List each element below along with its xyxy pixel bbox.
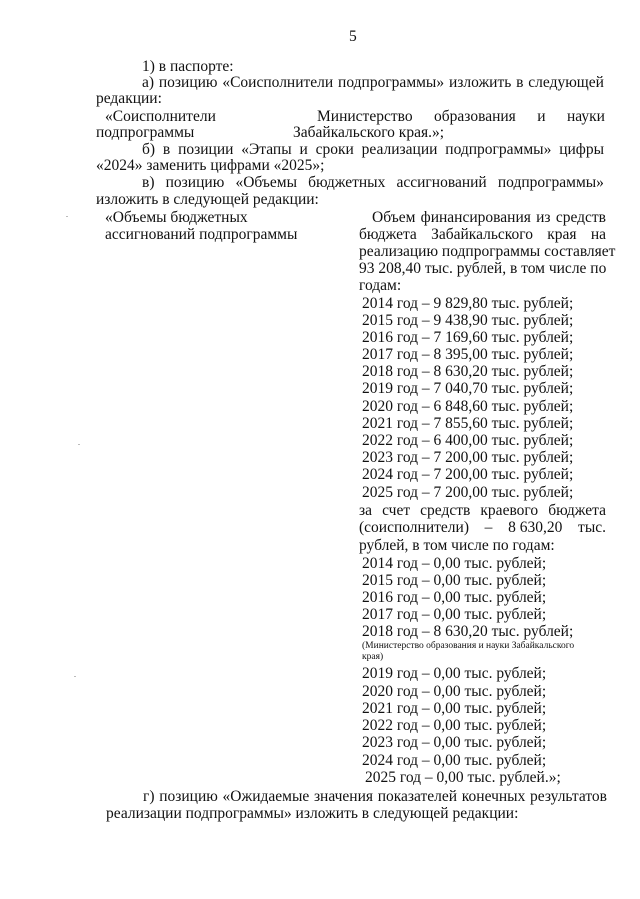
left-column-line: «Объемы бюджетных	[105, 209, 248, 226]
year-line: 2020 год – 6 848,60 тыс. рублей;	[362, 398, 574, 415]
right-column-line: за счет средств краевого бюджета	[359, 502, 606, 519]
right-column-line: Объем финансирования из средств	[372, 209, 606, 226]
right-column-line: годам:	[359, 277, 402, 294]
paragraph-line: «Соисполнители	[105, 108, 216, 125]
year-line: 2017 год – 8 395,00 тыс. рублей;	[362, 346, 574, 363]
paragraph-line: изложить в следующей редакции:	[96, 191, 319, 208]
year-line: 2018 год – 8 630,20 тыс. рублей;	[362, 363, 574, 380]
year-line: 2016 год – 7 169,60 тыс. рублей;	[362, 329, 574, 346]
scan-speck	[74, 676, 76, 677]
year-line: 2024 год – 0,00 тыс. рублей;	[362, 752, 547, 769]
year-line: 2020 год – 0,00 тыс. рублей;	[362, 683, 547, 700]
footnote-line: (Министерство образования и науки Забайкальского	[362, 641, 575, 651]
year-line: 2025 год – 7 200,00 тыс. рублей;	[362, 484, 574, 501]
right-column-line: рублей, в том числе по годам:	[359, 537, 555, 554]
year-line: 2015 год – 9 438,90 тыс. рублей;	[362, 312, 574, 329]
footnote-line: края)	[362, 652, 384, 662]
right-column-line: бюджета Забайкальского края на	[359, 226, 606, 243]
year-line: 2021 год – 0,00 тыс. рублей;	[362, 700, 547, 717]
paragraph-line: редакции:	[96, 90, 162, 107]
scan-speck	[78, 444, 80, 445]
paragraph-line: г) позицию «Ожидаемые значения показателей конечных результатов	[143, 788, 607, 805]
paragraph-line: подпрограммы	[96, 124, 195, 141]
year-line: 2025 год – 0,00 тыс. рублей.»;	[365, 769, 561, 786]
year-line: 2021 год – 7 855,60 тыс. рублей;	[362, 415, 574, 432]
year-line: 2014 год – 0,00 тыс. рублей;	[362, 555, 547, 572]
paragraph-line: Министерство образования и науки	[317, 108, 605, 125]
year-line: 2022 год – 6 400,00 тыс. рублей;	[362, 432, 574, 449]
year-line: 2019 год – 7 040,70 тыс. рублей;	[362, 380, 574, 397]
year-line: 2024 год – 7 200,00 тыс. рублей;	[362, 466, 574, 483]
scan-speck	[66, 216, 68, 217]
paragraph-line: 1) в паспорте:	[142, 58, 234, 75]
year-line: 2016 год – 0,00 тыс. рублей;	[362, 589, 547, 606]
year-line: 2018 год – 8 630,20 тыс. рублей;	[362, 623, 574, 640]
year-line: 2023 год – 0,00 тыс. рублей;	[362, 734, 547, 751]
left-column-line: ассигнований подпрограммы	[105, 226, 298, 243]
year-line: 2022 год – 0,00 тыс. рублей;	[362, 717, 547, 734]
paragraph-line: а) позицию «Соисполнители подпрограммы» изложить в следующей	[142, 74, 604, 91]
right-column-line: (соисполнители) – 8 630,20 тыс.	[359, 519, 606, 536]
paragraph-line: Забайкальского края.»;	[293, 124, 445, 141]
page-number: 5	[349, 28, 357, 45]
year-line: 2019 год – 0,00 тыс. рублей;	[362, 665, 547, 682]
year-line: 2014 год – 9 829,80 тыс. рублей;	[362, 295, 574, 312]
year-line: 2015 год – 0,00 тыс. рублей;	[362, 572, 547, 589]
right-column-line: 93 208,40 тыс. рублей, в том числе по	[359, 260, 607, 277]
paragraph-line: реализации подпрограммы» изложить в следующей редакции:	[106, 805, 519, 822]
right-column-line: реализацию подпрограммы составляет	[359, 243, 616, 260]
paragraph-line: б) в позиции «Этапы и сроки реализации подпрограммы» цифры	[142, 141, 604, 158]
year-line: 2017 год – 0,00 тыс. рублей;	[362, 606, 547, 623]
paragraph-line: «2024» заменить цифрами «2025»;	[96, 157, 325, 174]
year-line: 2023 год – 7 200,00 тыс. рублей;	[362, 449, 574, 466]
paragraph-line: в) позицию «Объемы бюджетных ассигнований подпрограммы»	[142, 174, 604, 191]
